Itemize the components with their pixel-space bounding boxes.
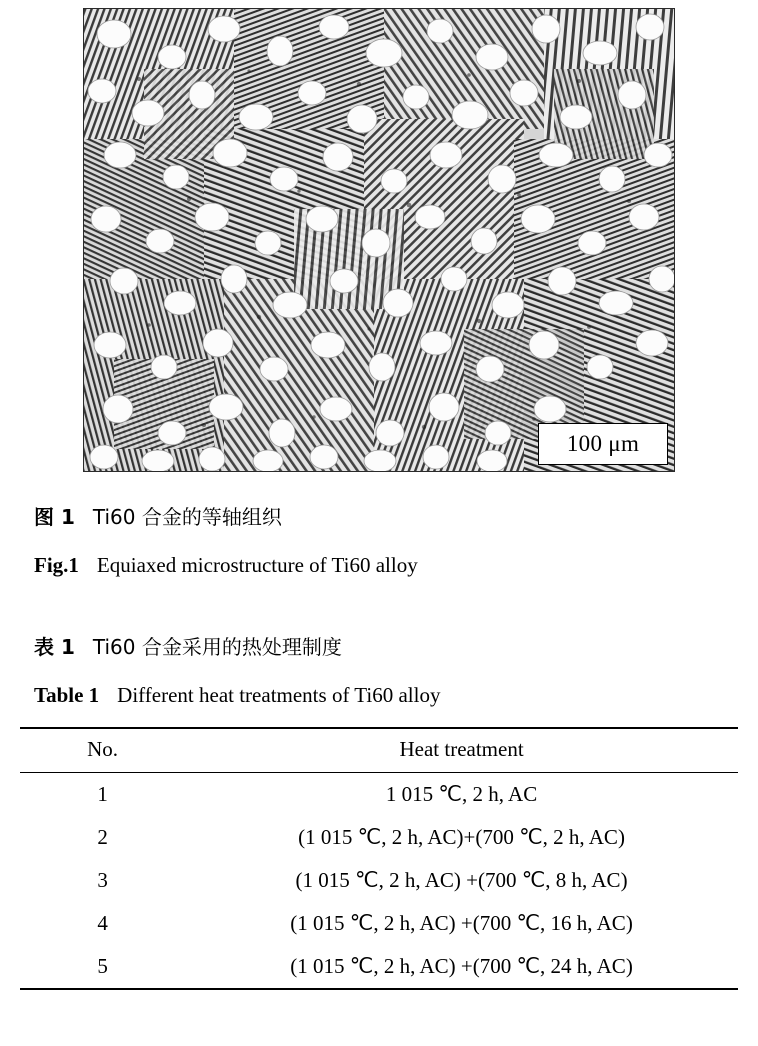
figure-caption-cn-text: Ti60 合金的等轴组织: [92, 505, 282, 529]
column-header-no: No.: [20, 728, 185, 773]
table-row: [20, 945, 738, 989]
table-head: [20, 728, 738, 773]
column-header-heat-treatment: Heat treatment: [185, 728, 738, 773]
microstructure-graphic: [84, 9, 674, 471]
figure-caption-en: [34, 550, 724, 582]
cell-treatment: (1 015 ℃, 2 h, AC) +(700 ℃, 8 h, AC): [295, 868, 628, 892]
table-title-en-label: Table 1: [34, 682, 100, 707]
table-row: [20, 816, 738, 859]
cell-no: 4: [97, 911, 108, 935]
figure-caption-cn: [34, 502, 724, 532]
cell-no: 2: [97, 825, 108, 849]
figure-block: [0, 0, 758, 472]
table-title-cn-text: Ti60 合金采用的热处理制度: [92, 634, 342, 659]
table-header-row: [20, 728, 738, 773]
scale-bar-label: 100 μm: [566, 431, 640, 456]
table-title-cn: [34, 632, 724, 662]
heat-treatment-table-wrapper: [20, 727, 738, 990]
figure-caption-en-text: Equiaxed microstructure of Ti60 alloy: [96, 553, 418, 577]
table-title-en-text: Different heat treatments of Ti60 alloy: [117, 682, 441, 707]
cell-treatment: (1 015 ℃, 2 h, AC) +(700 ℃, 16 h, AC): [290, 911, 633, 935]
scale-bar: [538, 423, 668, 465]
figure-caption-en-label: Fig.1: [34, 553, 79, 577]
table-title-en: [34, 680, 724, 712]
table-row: [20, 859, 738, 902]
table-row: [20, 902, 738, 945]
heat-treatment-table: [20, 727, 738, 990]
cell-no: 3: [97, 868, 108, 892]
table-title-cn-label: 表 1: [34, 634, 75, 659]
cell-treatment: (1 015 ℃, 2 h, AC) +(700 ℃, 24 h, AC): [185, 945, 738, 989]
cell-treatment: (1 015 ℃, 2 h, AC)+(700 ℃, 2 h, AC): [298, 825, 625, 849]
cell-treatment: 1 015 ℃, 2 h, AC: [385, 782, 538, 806]
cell-no: 5: [20, 945, 185, 989]
figure-caption-cn-label: 图 1: [34, 505, 75, 529]
table-row: [20, 773, 738, 817]
cell-no: 1: [97, 782, 108, 806]
micrograph-image: [83, 8, 675, 472]
table-body: [20, 773, 738, 990]
